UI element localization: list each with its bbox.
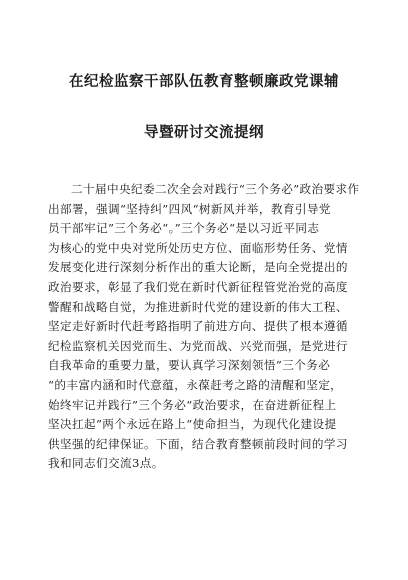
document-body bbox=[48, 180, 364, 474]
paragraph-line: 自我革命的重要力量，要认真学习深刻领悟”三个务必 bbox=[48, 358, 331, 373]
document-title-line-2: 导暨研讨交流提纲 bbox=[144, 125, 264, 141]
paragraph-line: 发展变化进行深刻分析作出的重大论断，是向全党提出的 bbox=[48, 260, 348, 275]
paragraph-line: “的丰富内涵和时代意蕴，永葆赶考之路的清醒和坚定， bbox=[48, 377, 343, 392]
paragraph-line: 坚决扛起”两个永远在路上“使命担当，为现代化建设提 bbox=[48, 417, 337, 432]
paragraph-line: 我和同志们交流3点。 bbox=[48, 456, 164, 471]
paragraph-line: 政治要求，彰显了我们党在新时代新征程管党治党的高度 bbox=[48, 279, 348, 294]
paragraph-line: 警醒和战略自觉，为推进新时代党的建设新的伟大工程、 bbox=[48, 299, 348, 314]
paragraph-line: 为核心的党中央对党所处历史方位、面临形势任务、党情 bbox=[48, 240, 348, 255]
paragraph-line: 员干部牢记”三个务必“。”三个务必“是以习近平同志 bbox=[48, 221, 320, 236]
paragraph-line: 始终牢记并践行”三个务必“政治要求，在奋进新征程上 bbox=[48, 397, 337, 412]
paragraph-line: 供坚强的纪律保证。下面，结合教育整顿前段时间的学习 bbox=[48, 436, 348, 451]
paragraph-line: 纪检监察机关因党而生、为党而战、兴党而强，是党进行 bbox=[48, 338, 348, 353]
document-title-line-1: 在纪检监察干部队伍教育整顿廉政党课辅 bbox=[69, 74, 339, 90]
paragraph-line: 坚定走好新时代赶考路指明了前进方向、提供了根本遵循 bbox=[48, 319, 348, 334]
paragraph-line: 出部署，强调“坚持纠”四风“树新风并举，教育引导党 bbox=[48, 201, 331, 216]
paragraph-line: 二十届中央纪委二次全会对践行“三个务必”政治要求作 bbox=[71, 182, 360, 196]
